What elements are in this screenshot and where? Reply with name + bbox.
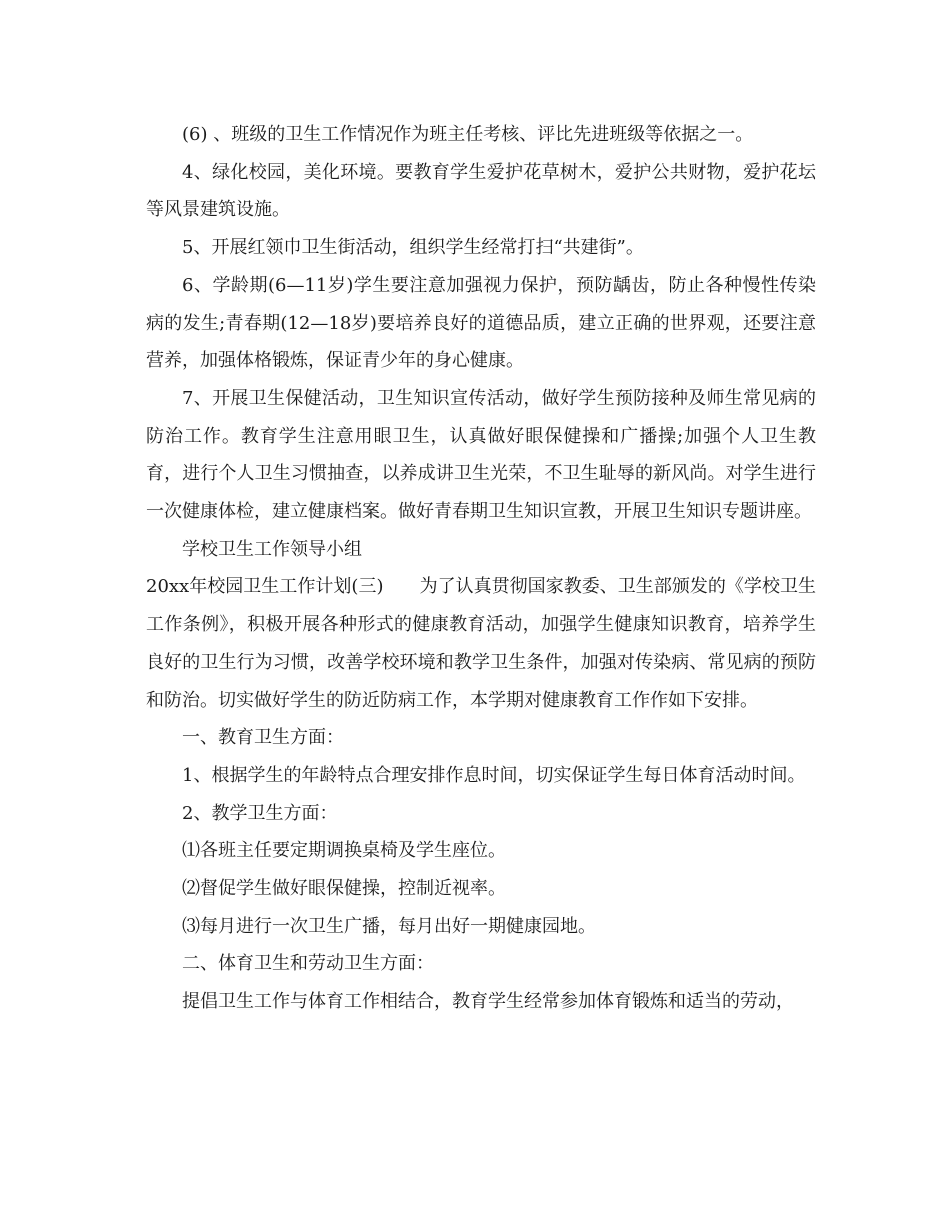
subheading-teaching-hygiene: 2、教学卫生方面： — [182, 802, 338, 824]
list-item-monthly-broadcast: ⑶每月进行一次卫生广播，每月出好一期健康园地。 — [182, 915, 596, 937]
list-item-eye-exercises: ⑵督促学生做好眼保健操，控制近视率。 — [182, 878, 506, 900]
paragraph-item-6-criteria: (6) 、班级的卫生工作情况作为班主任考核、评比先进班级等依据之一。 — [182, 124, 754, 145]
section-heading-sports-labor-hygiene: 二、体育卫生和劳动卫生方面： — [182, 953, 434, 975]
paragraph-sports-combined: 提倡卫生工作与体育工作相结合，教育学生经常参加体育锻炼和适当的劳动， — [182, 991, 794, 1013]
paragraph-leadership-group: 学校卫生工作领导小组 — [182, 538, 362, 560]
section-heading-education-hygiene: 一、教育卫生方面： — [182, 727, 344, 749]
paragraph-greening-campus: 4、绿化校园，美化环境。要教育学生爱护花草树木，爱护公共财物，爱护花坛等风景建筑设施。 — [146, 161, 816, 221]
paragraph-school-age-health: 6、学龄期(6—11岁)学生要注意加强视力保护，预防龋齿，防止各种慢性传染病的发生;青春期(12—18岁)要培养良好的道德品质，建立正确的世界观，还要注意营养，加强体格锻炼，保证青少年的身心健康。 — [146, 274, 816, 372]
paragraph-health-activities: 7、开展卫生保健活动，卫生知识宣传活动，做好学生预防接种及师生常见病的防治工作。教育学生注意用眼卫生，认真做好眼保健操和广播操;加强个人卫生教育，进行个人卫生习惯抽查，以养成讲卫生光荣，不卫生耻辱的新风尚。对学生进行一次健康体检，建立健康档案。做好青春期卫生知识宣教，开展卫生知识专题讲座。 — [146, 387, 816, 523]
paragraph-schedule-arrangement: 1、根据学生的年龄特点合理安排作息时间，切实保证学生每日体育活动时间。 — [182, 764, 806, 786]
paragraph-plan-three-intro: 20xx年校园卫生工作计划(三) 为了认真贯彻国家教委、卫生部颁发的《学校卫生工作条例》，积极开展各种形式的健康教育活动，加强学生健康知识教育，培养学生良好的卫生行为习惯，改善学校环境和教学卫生条件，加强对传染病、常见病的预防和防治。切实做好学生的防近防病工作，本学期对健康教育工作作如下安排。 — [146, 576, 816, 711]
document-body — [146, 116, 816, 1021]
paragraph-red-scarf-street: 5、开展红领巾卫生街活动，组织学生经常打扫“共建街”。 — [182, 237, 644, 259]
list-item-seat-rotation: ⑴各班主任要定期调换桌椅及学生座位。 — [182, 840, 506, 862]
